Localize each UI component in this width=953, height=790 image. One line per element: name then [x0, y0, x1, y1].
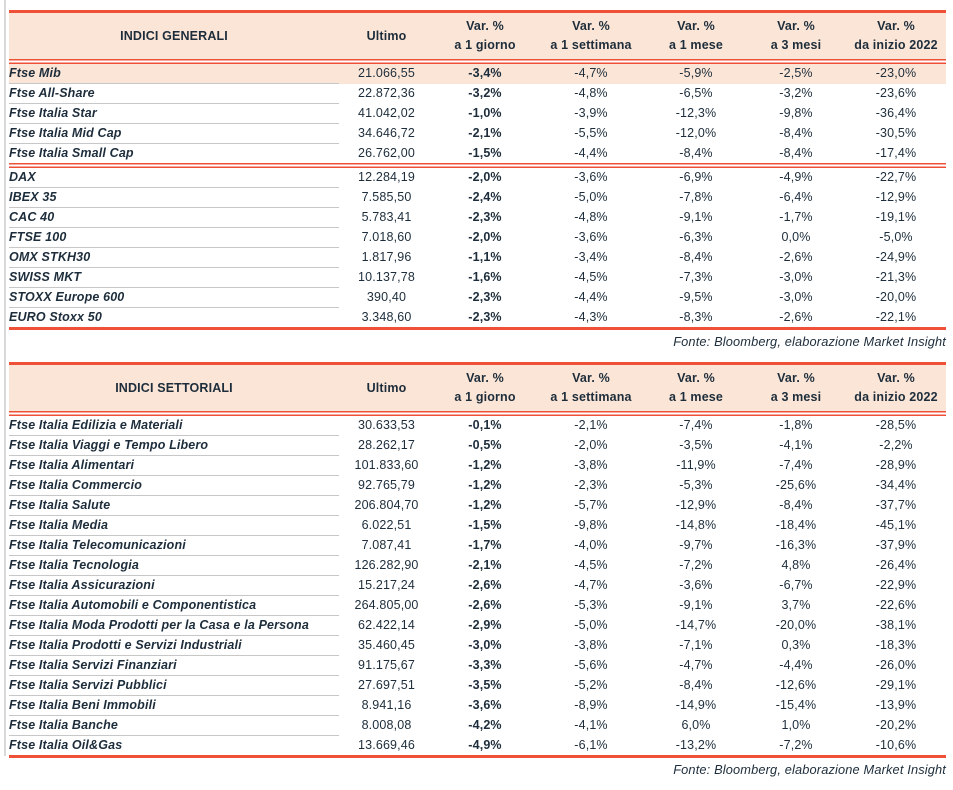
var-3-mesi-cell: -25,6%: [775, 478, 817, 492]
var-1-settimana-cell: -2,0%: [574, 438, 608, 452]
index-name-cell: Ftse Italia Servizi Finanziari: [9, 656, 339, 676]
var-3-mesi-cell: -15,4%: [775, 698, 817, 712]
table-title: INDICI GENERALI: [9, 12, 339, 60]
var-1-giorno-cell: -2,3%: [468, 210, 502, 224]
var-1-giorno-cell: -2,0%: [468, 230, 502, 244]
index-name-cell: Ftse Italia Media: [9, 516, 339, 536]
ultimo-cell: 13.669,46: [358, 737, 415, 752]
column-header-a-1-settimana: Var. % a 1 settimana: [536, 12, 646, 60]
var-1-mese-cell: -12,9%: [675, 498, 717, 512]
table-row: [9, 516, 946, 536]
var-da-inizio-2022-cell: -22,1%: [875, 309, 917, 324]
index-name-cell: Ftse Italia Automobili e Componentistica: [9, 596, 339, 616]
var-da-inizio-2022-cell: -28,5%: [875, 418, 917, 433]
var-da-inizio-2022-cell: -23,0%: [846, 64, 946, 84]
column-header-a-3-mesi: Var. % a 3 mesi: [746, 12, 846, 60]
var-1-mese-cell: -6,3%: [679, 230, 713, 244]
var-3-mesi-cell: -12,6%: [775, 678, 817, 692]
index-name-cell: Ftse Italia Commercio: [9, 476, 339, 496]
column-header-a-1-mese: Var. % a 1 mese: [646, 12, 746, 60]
var-1-settimana-cell: -4,1%: [574, 718, 608, 732]
var-3-mesi-cell: 4,8%: [781, 558, 811, 572]
ultimo-cell: 92.765,79: [358, 478, 415, 492]
ultimo-cell: 41.042,02: [358, 106, 415, 120]
ultimo-cell: 7.018,60: [361, 230, 412, 244]
var-1-settimana-cell: -4,5%: [574, 558, 608, 572]
var-1-settimana-cell: -2,3%: [574, 478, 608, 492]
table-row: [9, 636, 946, 656]
var-3-mesi-cell: -2,6%: [779, 250, 813, 264]
var-da-inizio-2022-cell: -36,4%: [875, 106, 917, 120]
var-1-giorno-cell: -4,9%: [468, 737, 502, 752]
index-name-cell: SWISS MKT: [9, 268, 339, 288]
var-1-giorno-cell: -2,6%: [468, 598, 502, 612]
var-1-giorno-cell: -3,3%: [468, 658, 502, 672]
var-da-inizio-2022-cell: -19,1%: [875, 210, 917, 224]
var-1-giorno-cell: -1,2%: [468, 458, 502, 472]
var-1-mese-cell: -9,7%: [679, 538, 713, 552]
var-1-giorno-cell: -2,6%: [468, 578, 502, 592]
source-note: Fonte: Bloomberg, elaborazione Market Insight: [673, 762, 946, 777]
var-1-settimana-cell: -4,3%: [574, 309, 608, 324]
index-name-cell: Ftse Italia Salute: [9, 496, 339, 516]
ultimo-cell: 22.872,36: [358, 86, 415, 100]
var-da-inizio-2022-cell: -30,5%: [875, 126, 917, 140]
var-da-inizio-2022-cell: -12,9%: [875, 190, 917, 204]
ultimo-cell: 206.804,70: [354, 498, 419, 512]
table-header-row: [9, 12, 946, 60]
var-3-mesi-cell: -16,3%: [775, 538, 817, 552]
var-1-giorno-cell: -1,0%: [468, 106, 502, 120]
ultimo-cell: 101.833,60: [354, 458, 419, 472]
var-1-mese-cell: -6,5%: [679, 86, 713, 100]
var-1-giorno-cell: -2,3%: [468, 309, 502, 324]
ultimo-cell: 10.137,78: [358, 270, 415, 284]
var-1-settimana-cell: -9,8%: [574, 518, 608, 532]
table-row: [9, 308, 946, 329]
var-3-mesi-cell: -1,8%: [779, 418, 813, 433]
table-row: [9, 496, 946, 516]
index-name-cell: EURO Stoxx 50: [9, 310, 102, 324]
var-1-mese-cell: -8,3%: [679, 309, 713, 324]
index-name-cell: OMX STKH30: [9, 248, 339, 268]
var-1-mese-cell: -13,2%: [675, 737, 717, 752]
var-1-mese-cell: -5,9%: [646, 64, 746, 84]
ultimo-cell: 6.022,51: [361, 518, 412, 532]
var-da-inizio-2022-cell: -2,2%: [879, 438, 913, 452]
indici-generali-table: [9, 10, 946, 330]
var-1-mese-cell: -7,2%: [679, 558, 713, 572]
var-1-settimana-cell: -4,4%: [574, 290, 608, 304]
var-3-mesi-cell: -4,9%: [779, 170, 813, 185]
var-da-inizio-2022-cell: -23,6%: [875, 86, 917, 100]
var-1-giorno-cell: -1,1%: [468, 250, 502, 264]
var-da-inizio-2022-cell: -34,4%: [875, 478, 917, 492]
var-1-mese-cell: -12,0%: [675, 126, 717, 140]
var-1-giorno-cell: -1,5%: [468, 145, 502, 160]
var-1-giorno-cell: -2,1%: [468, 558, 502, 572]
ultimo-cell: 8.941,16: [361, 698, 412, 712]
var-1-mese-cell: -7,1%: [679, 638, 713, 652]
var-1-giorno-cell: -3,5%: [468, 678, 502, 692]
var-1-mese-cell: -14,9%: [675, 698, 717, 712]
ultimo-cell: 26.762,00: [358, 145, 415, 160]
index-name-cell: IBEX 35: [9, 188, 339, 208]
var-da-inizio-2022-cell: -26,4%: [875, 558, 917, 572]
var-da-inizio-2022-cell: -22,7%: [875, 170, 917, 185]
index-name-cell: Ftse Italia Oil&Gas: [9, 738, 123, 752]
indici-settoriali-table: [9, 362, 946, 758]
var-1-settimana-cell: -3,8%: [574, 638, 608, 652]
var-1-mese-cell: -9,1%: [679, 210, 713, 224]
table-row: [9, 556, 946, 576]
index-name-cell: DAX: [9, 168, 339, 188]
var-1-settimana-cell: -3,6%: [574, 170, 608, 185]
var-1-settimana-cell: -4,7%: [536, 64, 646, 84]
table-row: [9, 208, 946, 228]
var-1-settimana-cell: -4,0%: [574, 538, 608, 552]
page-left-gridline: [4, 0, 6, 756]
var-1-settimana-cell: -5,5%: [574, 126, 608, 140]
index-name-cell: Ftse Italia Servizi Pubblici: [9, 676, 339, 696]
var-1-settimana-cell: -4,7%: [574, 578, 608, 592]
var-1-mese-cell: -8,4%: [679, 145, 713, 160]
var-3-mesi-cell: -4,1%: [779, 438, 813, 452]
var-1-mese-cell: -9,5%: [679, 290, 713, 304]
var-1-settimana-cell: -3,8%: [574, 458, 608, 472]
var-1-giorno-cell: -2,0%: [468, 170, 502, 185]
ultimo-cell: 390,40: [366, 290, 407, 304]
table-row: [9, 676, 946, 696]
var-3-mesi-cell: -3,0%: [779, 290, 813, 304]
var-3-mesi-cell: -2,6%: [779, 309, 813, 324]
var-1-mese-cell: -7,3%: [679, 270, 713, 284]
var-da-inizio-2022-cell: -5,0%: [879, 230, 913, 244]
var-1-giorno-cell: -1,6%: [468, 270, 502, 284]
table-row: [9, 168, 946, 188]
table-row: [9, 576, 946, 596]
var-1-mese-cell: -12,3%: [675, 106, 717, 120]
var-1-settimana-cell: -4,8%: [574, 86, 608, 100]
var-3-mesi-cell: -7,4%: [779, 458, 813, 472]
index-name-cell: Ftse Italia Telecomunicazioni: [9, 536, 339, 556]
var-1-giorno-cell: -2,1%: [468, 126, 502, 140]
var-3-mesi-cell: -7,2%: [779, 737, 813, 752]
var-1-giorno-cell: -3,0%: [468, 638, 502, 652]
table-row: [9, 616, 946, 636]
var-da-inizio-2022-cell: -10,6%: [875, 737, 917, 752]
index-name-cell: Ftse Italia Prodotti e Servizi Industriali: [9, 636, 339, 656]
var-3-mesi-cell: 1,0%: [781, 718, 811, 732]
var-da-inizio-2022-cell: -37,7%: [875, 498, 917, 512]
var-1-settimana-cell: -5,7%: [574, 498, 608, 512]
column-header-a-1-giorno: Var. % a 1 giorno: [434, 12, 536, 60]
var-da-inizio-2022-cell: -20,2%: [875, 718, 917, 732]
var-1-giorno-cell: -0,5%: [468, 438, 502, 452]
var-1-mese-cell: 6,0%: [681, 718, 711, 732]
index-name-cell: Ftse All-Share: [9, 84, 339, 104]
ultimo-cell: 28.262,17: [358, 438, 415, 452]
table-row: [9, 268, 946, 288]
var-1-giorno-cell: -4,2%: [468, 718, 502, 732]
column-header-a-1-mese: Var. % a 1 mese: [646, 364, 746, 412]
table-row: [9, 288, 946, 308]
column-header-ultimo: Ultimo: [339, 364, 434, 412]
column-header-a-3-mesi: Var. % a 3 mesi: [746, 364, 846, 412]
var-1-mese-cell: -11,9%: [676, 458, 716, 472]
column-header-a-1-settimana: Var. % a 1 settimana: [536, 364, 646, 412]
var-da-inizio-2022-cell: -45,1%: [875, 518, 917, 532]
ultimo-cell: 21.066,55: [339, 64, 434, 84]
var-da-inizio-2022-cell: -13,9%: [875, 698, 917, 712]
var-3-mesi-cell: 3,7%: [781, 598, 811, 612]
var-1-mese-cell: -5,3%: [679, 478, 713, 492]
table-row: [9, 656, 946, 676]
var-da-inizio-2022-cell: -20,0%: [875, 290, 917, 304]
var-1-giorno-cell: -1,5%: [468, 518, 502, 532]
var-1-mese-cell: -7,4%: [679, 418, 713, 433]
table-row: [9, 416, 946, 436]
ultimo-cell: 12.284,19: [358, 170, 415, 185]
var-3-mesi-cell: -4,4%: [779, 658, 813, 672]
table-row: [9, 596, 946, 616]
index-name-cell: Ftse Italia Small Cap: [9, 146, 134, 160]
var-1-settimana-cell: -5,3%: [574, 598, 608, 612]
index-name-cell: FTSE 100: [9, 228, 339, 248]
var-da-inizio-2022-cell: -37,9%: [875, 538, 917, 552]
ultimo-cell: 1.817,96: [361, 250, 412, 264]
var-1-giorno-cell: -0,1%: [468, 418, 502, 433]
var-3-mesi-cell: 0,0%: [781, 230, 811, 244]
table-row: [9, 84, 946, 104]
var-1-mese-cell: -7,8%: [679, 190, 713, 204]
var-1-giorno-cell: -1,2%: [468, 478, 502, 492]
var-1-settimana-cell: -5,6%: [574, 658, 608, 672]
var-3-mesi-cell: 0,3%: [781, 638, 811, 652]
table-row: [9, 456, 946, 476]
index-name-cell: Ftse Italia Moda Prodotti per la Casa e la Persona: [9, 616, 339, 636]
column-header-da-inizio-2022: Var. % da inizio 2022: [846, 12, 946, 60]
table-row: [9, 228, 946, 248]
var-1-mese-cell: -14,7%: [675, 618, 717, 632]
table-row: [9, 436, 946, 456]
table-row: [9, 64, 946, 84]
var-1-mese-cell: -14,8%: [675, 518, 717, 532]
var-1-settimana-cell: -8,9%: [574, 698, 608, 712]
var-1-mese-cell: -8,4%: [679, 678, 713, 692]
var-1-mese-cell: -3,5%: [679, 438, 713, 452]
var-1-settimana-cell: -4,5%: [574, 270, 608, 284]
var-3-mesi-cell: -20,0%: [775, 618, 817, 632]
table-row: [9, 716, 946, 736]
index-name-cell: Ftse Italia Alimentari: [9, 456, 339, 476]
var-da-inizio-2022-cell: -38,1%: [875, 618, 917, 632]
index-name-cell: Ftse Italia Tecnologia: [9, 556, 339, 576]
table-row: [9, 248, 946, 268]
ultimo-cell: 7.087,41: [361, 538, 412, 552]
var-da-inizio-2022-cell: -29,1%: [875, 678, 917, 692]
var-1-mese-cell: -3,6%: [679, 578, 713, 592]
var-3-mesi-cell: -18,4%: [775, 518, 817, 532]
var-3-mesi-cell: -6,4%: [779, 190, 813, 204]
var-1-settimana-cell: -3,9%: [574, 106, 608, 120]
var-1-settimana-cell: -4,8%: [574, 210, 608, 224]
index-name-cell: STOXX Europe 600: [9, 288, 339, 308]
var-3-mesi-cell: -1,7%: [779, 210, 813, 224]
column-header-ultimo: Ultimo: [339, 12, 434, 60]
var-3-mesi-cell: -8,4%: [779, 145, 813, 160]
var-da-inizio-2022-cell: -17,4%: [875, 145, 917, 160]
var-1-giorno-cell: -3,2%: [468, 86, 502, 100]
table-title: INDICI SETTORIALI: [9, 364, 339, 412]
index-name-cell: Ftse Italia Beni Immobili: [9, 696, 339, 716]
ultimo-cell: 91.175,67: [358, 658, 415, 672]
var-1-settimana-cell: -2,1%: [574, 418, 608, 433]
table-header-row: [9, 364, 946, 412]
ultimo-cell: 27.697,51: [358, 678, 415, 692]
table-row: [9, 476, 946, 496]
var-da-inizio-2022-cell: -21,3%: [875, 270, 917, 284]
var-1-giorno-cell: -1,2%: [468, 498, 502, 512]
var-1-giorno-cell: -2,3%: [468, 290, 502, 304]
var-3-mesi-cell: -3,0%: [779, 270, 813, 284]
ultimo-cell: 15.217,24: [358, 578, 415, 592]
var-1-mese-cell: -8,4%: [679, 250, 713, 264]
var-1-giorno-cell: -2,9%: [468, 618, 502, 632]
column-header-a-1-giorno: Var. % a 1 giorno: [434, 364, 536, 412]
ultimo-cell: 5.783,41: [361, 210, 412, 224]
table-row: [9, 144, 946, 164]
ultimo-cell: 3.348,60: [361, 309, 412, 324]
table-row: [9, 104, 946, 124]
table-row: [9, 536, 946, 556]
market-insight-indices-page: [9, 10, 946, 790]
var-3-mesi-cell: -6,7%: [779, 578, 813, 592]
source-note: Fonte: Bloomberg, elaborazione Market Insight: [673, 334, 946, 349]
var-1-giorno-cell: -3,4%: [434, 64, 536, 84]
table-row: [9, 124, 946, 144]
var-3-mesi-cell: -2,5%: [746, 64, 846, 84]
table-row: [9, 696, 946, 716]
ultimo-cell: 35.460,45: [358, 638, 415, 652]
var-da-inizio-2022-cell: -18,3%: [875, 638, 917, 652]
var-1-settimana-cell: -5,2%: [574, 678, 608, 692]
column-header-da-inizio-2022: Var. % da inizio 2022: [846, 364, 946, 412]
var-da-inizio-2022-cell: -22,6%: [875, 598, 917, 612]
var-1-settimana-cell: -4,4%: [574, 145, 608, 160]
ultimo-cell: 30.633,53: [358, 418, 415, 433]
ultimo-cell: 264.805,00: [354, 598, 419, 612]
var-3-mesi-cell: -8,4%: [779, 498, 813, 512]
index-name-cell: Ftse Italia Edilizia e Materiali: [9, 416, 339, 436]
ultimo-cell: 8.008,08: [361, 718, 412, 732]
var-da-inizio-2022-cell: -24,9%: [875, 250, 917, 264]
var-3-mesi-cell: -9,8%: [779, 106, 813, 120]
ultimo-cell: 7.585,50: [361, 190, 412, 204]
ultimo-cell: 34.646,72: [358, 126, 415, 140]
index-name-cell: Ftse Italia Viaggi e Tempo Libero: [9, 436, 339, 456]
var-3-mesi-cell: -8,4%: [779, 126, 813, 140]
var-da-inizio-2022-cell: -22,9%: [875, 578, 917, 592]
var-1-settimana-cell: -5,0%: [574, 190, 608, 204]
var-1-settimana-cell: -3,4%: [574, 250, 608, 264]
index-name-cell: Ftse Italia Banche: [9, 716, 339, 736]
var-1-settimana-cell: -6,1%: [574, 737, 608, 752]
index-name-cell: Ftse Italia Star: [9, 104, 339, 124]
var-da-inizio-2022-cell: -28,9%: [875, 458, 917, 472]
var-1-giorno-cell: -3,6%: [468, 698, 502, 712]
var-1-giorno-cell: -2,4%: [468, 190, 502, 204]
var-1-mese-cell: -4,7%: [679, 658, 713, 672]
var-1-settimana-cell: -3,6%: [574, 230, 608, 244]
table-row: [9, 736, 946, 757]
var-1-mese-cell: -6,9%: [679, 170, 713, 185]
var-1-mese-cell: -9,1%: [679, 598, 713, 612]
index-name-cell: CAC 40: [9, 208, 339, 228]
index-name-cell: Ftse Mib: [9, 64, 339, 84]
var-1-giorno-cell: -1,7%: [468, 538, 502, 552]
var-1-settimana-cell: -5,0%: [574, 618, 608, 632]
var-da-inizio-2022-cell: -26,0%: [875, 658, 917, 672]
ultimo-cell: 126.282,90: [354, 558, 419, 572]
table-row: [9, 188, 946, 208]
var-3-mesi-cell: -3,2%: [779, 86, 813, 100]
ultimo-cell: 62.422,14: [358, 618, 415, 632]
index-name-cell: Ftse Italia Mid Cap: [9, 124, 339, 144]
index-name-cell: Ftse Italia Assicurazioni: [9, 576, 339, 596]
